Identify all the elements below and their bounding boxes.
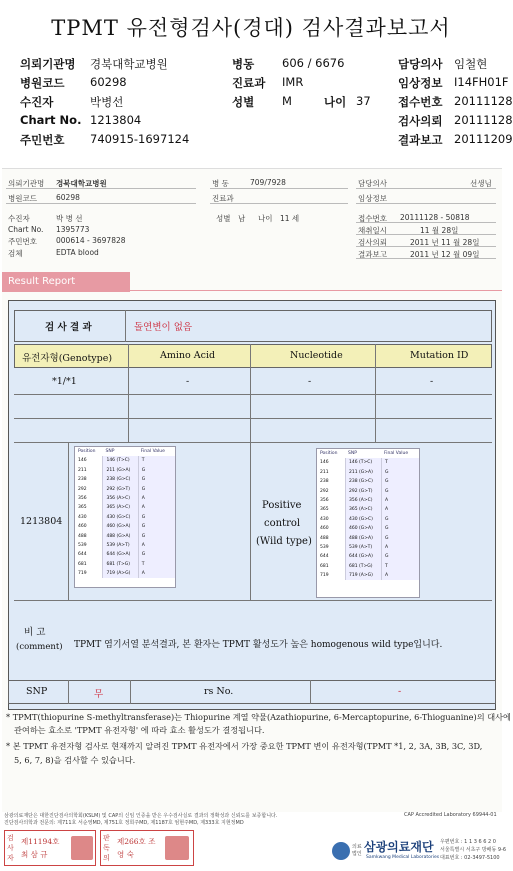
footer-line-2: 진단검사의학과 전문의: 제711호 서순영MD, 제751호 정희주MD, 제1187호 엄현주MD, 제333호 지현정MD xyxy=(4,820,244,826)
snp-cell: 681 xyxy=(320,563,329,569)
request-label: 검사의뢰 xyxy=(358,238,387,247)
snp-cell: 146 (T>C) xyxy=(345,458,381,467)
snp-cell: G xyxy=(138,532,175,541)
col-amino-acid: Amino Acid xyxy=(160,350,216,361)
result-report-rule xyxy=(130,290,502,291)
seal-mark xyxy=(71,836,93,860)
snp-table-row xyxy=(75,560,175,569)
snp-cell: 719 xyxy=(78,571,87,577)
snp-cell: 211 xyxy=(78,467,87,473)
result-label: 검 사 결 과 xyxy=(45,322,92,333)
header-value: 20111209 xyxy=(454,132,513,146)
snp-cell: G xyxy=(138,550,175,559)
header-value: 740915-1697124 xyxy=(90,132,190,146)
snp-value: 무 xyxy=(94,689,104,700)
header-value: IMR xyxy=(282,75,304,89)
rs-label: rs No. xyxy=(204,686,234,697)
org-eng: Samkwang Medical Laboratories xyxy=(366,855,440,860)
snp-cell: G xyxy=(138,466,175,475)
snp-table-row xyxy=(75,456,175,465)
header-age-label: 나이 xyxy=(324,95,347,109)
report-label: 결과보고 xyxy=(358,250,387,259)
snp-cell: 460 xyxy=(78,524,87,530)
reader-side: 판독의 xyxy=(103,834,110,862)
age-label: 나이 xyxy=(258,214,273,223)
snp-cell: 292 xyxy=(320,488,329,494)
header-label: Chart No. xyxy=(20,113,82,127)
snp-cell: G xyxy=(381,468,419,477)
snp-table-row xyxy=(317,562,419,571)
header-label: 주민번호 xyxy=(20,133,65,147)
header-label: 검사의뢰 xyxy=(398,114,443,128)
snp-cell: 238 (G>C) xyxy=(102,475,137,484)
reader-stamp xyxy=(100,830,194,866)
snp-cell: A xyxy=(138,494,175,503)
header-value: 606 / 6676 xyxy=(282,56,345,70)
header-value: 60298 xyxy=(90,75,127,89)
dept-label: 진료과 xyxy=(212,194,234,203)
header-label: 수진자 xyxy=(20,95,54,109)
control-label: control xyxy=(264,518,301,529)
snp-cell: T xyxy=(381,458,419,467)
snp-cell: 644 xyxy=(320,554,329,560)
snp-cell: G xyxy=(138,485,175,494)
snp-cell: G xyxy=(138,475,175,484)
snp-cell: A xyxy=(381,496,419,505)
snp-cell: 719 (A>G) xyxy=(345,571,381,580)
snp-table-row xyxy=(75,466,175,475)
snp-cell: 539 xyxy=(78,542,87,548)
col-genotype: 유전자형(Genotype) xyxy=(22,353,113,364)
snp-table-row xyxy=(317,543,419,552)
snp-table-row xyxy=(75,503,175,512)
note-line-4: 5, 6, 7, 8)을 검사할 수 있습니다. xyxy=(14,755,136,765)
doctor-label: 담당의사 xyxy=(358,179,387,188)
snp-cell: 365 (A>C) xyxy=(102,503,137,512)
inst-label: 의뢰기관명 xyxy=(8,179,45,188)
snp-cell: 238 xyxy=(320,479,329,485)
sample-snp-table xyxy=(74,446,176,588)
age-value: 11 세 xyxy=(280,214,300,223)
rs-value: - xyxy=(398,686,402,697)
header-age-value: 37 xyxy=(356,94,371,108)
remark-label: 비 고 xyxy=(24,627,46,638)
cap-accreditation: CAP Accredited Laboratory 69944-01 xyxy=(404,812,497,818)
rrn-value: 000614 - 3697828 xyxy=(56,236,126,245)
snp-table-row xyxy=(317,534,419,543)
snp-cell: G xyxy=(381,477,419,486)
snp-cell: 460 (G>A) xyxy=(102,522,137,531)
snp-table-header xyxy=(317,449,419,458)
snp-cell: 488 (G>A) xyxy=(102,532,137,541)
snp-cell: T xyxy=(138,456,175,465)
snp-table-row xyxy=(317,505,419,514)
note-line-2: 관여하는 효소로 'TPMT 유전자형' 에 따라 효소 활성도가 결정됩니다. xyxy=(14,725,265,735)
snp-cell: A xyxy=(138,541,175,550)
positive-label: Positive xyxy=(262,500,302,511)
snp-cell: 365 xyxy=(320,507,329,513)
result-value: 돌연변이 없음 xyxy=(134,322,193,333)
snp-cell: Position xyxy=(320,451,338,456)
snp-table-row xyxy=(75,485,175,494)
snp-table-row xyxy=(317,496,419,505)
control-snp-table xyxy=(316,448,420,598)
snp-cell: A xyxy=(381,571,419,580)
snp-table-row xyxy=(317,552,419,561)
inspector-stamp xyxy=(4,830,96,866)
remark-sub: (comment) xyxy=(16,642,63,652)
snp-table-row xyxy=(75,569,175,578)
collect-label: 채취일시 xyxy=(358,226,387,235)
phone: 대표번호 : 02-3497-5100 xyxy=(440,855,500,861)
snp-cell: 211 (G>A) xyxy=(345,468,381,477)
snp-cell: 356 xyxy=(320,497,329,503)
note-line-3: * 본 TPMT 유전자형 검사로 현재까지 알려진 TPMT 유전자에서 가장 중요한 TPMT 변이 유전자형(TPMT *1, 2, 3A, 3B, 3C, 3D, xyxy=(6,741,483,751)
header-label: 임상정보 xyxy=(398,76,443,90)
snp-cell: G xyxy=(138,522,175,531)
note-line-1: * TPMT(thiopurine S-methyltransferase)는 Thiopurine 계열 약물(Azathiopurine, 6-Mercaptopurine, 6-Thioguanine)의 대사에 xyxy=(6,712,511,722)
clinical-label: 임상정보 xyxy=(358,194,387,203)
snp-cell: 430 (G>C) xyxy=(102,513,137,522)
snp-cell: 365 xyxy=(78,505,87,511)
header-label: 결과보고 xyxy=(398,133,443,147)
snp-cell: 539 xyxy=(320,544,329,550)
snp-cell: G xyxy=(381,515,419,524)
snp-cell: 211 (G>A) xyxy=(102,466,137,475)
snp-table-row xyxy=(317,524,419,533)
sex-value: 남 xyxy=(238,214,246,223)
snp-table-row xyxy=(75,541,175,550)
header-value: 경북대학교병원 xyxy=(90,57,168,71)
snp-cell: Final Value xyxy=(140,449,165,454)
snp-cell: G xyxy=(381,534,419,543)
header-value: M xyxy=(282,94,292,108)
snp-cell: G xyxy=(381,552,419,561)
snp-cell: 460 (G>A) xyxy=(345,524,381,533)
inst-value: 경북대학교병원 xyxy=(56,179,107,188)
header-label: 접수번호 xyxy=(398,95,443,109)
snp-cell: G xyxy=(381,487,419,496)
snp-cell: G xyxy=(138,513,175,522)
snp-cell: Position xyxy=(78,449,96,454)
specimen-label: 검체 xyxy=(8,249,23,258)
nucleotide-value: - xyxy=(308,376,312,387)
inspector-name: 제11194호 최 삼 규 xyxy=(21,837,60,859)
chart-value: 1395773 xyxy=(56,225,90,234)
snp-cell: SNP xyxy=(348,451,357,456)
snp-cell: A xyxy=(138,569,175,578)
snp-table-header xyxy=(75,447,175,456)
snp-cell: 356 xyxy=(78,495,87,501)
snp-table-row xyxy=(75,550,175,559)
remark-text: TPMT 염기서열 분석결과, 본 환자는 TPMT 활성도가 높은 homogenous wild type입니다. xyxy=(74,640,443,650)
header-value: 임철현 xyxy=(454,57,488,71)
snp-cell: 644 (G>A) xyxy=(102,550,137,559)
org-prefix: 의료법인 xyxy=(352,844,362,857)
header-value: 1213804 xyxy=(90,113,142,127)
code-value: 60298 xyxy=(56,193,80,202)
snp-cell: 430 (G>C) xyxy=(345,515,381,524)
snp-row xyxy=(8,680,496,704)
snp-table-row xyxy=(317,468,419,477)
snp-cell: 365 (A>C) xyxy=(345,505,381,514)
snp-cell: 488 (G>A) xyxy=(345,534,381,543)
col-mutation-id: Mutation ID xyxy=(410,350,469,361)
snp-cell: T xyxy=(138,560,175,569)
receipt-value: 20111128 - 50818 xyxy=(400,213,470,222)
snp-cell: 292 (G>T) xyxy=(102,485,137,494)
request-value: 2011 년 11 월 28일 xyxy=(410,238,480,247)
snp-cell: 356 (A>C) xyxy=(102,494,137,503)
inspector-side: 검사자 xyxy=(7,834,14,862)
snp-cell: 146 xyxy=(320,460,329,466)
snp-cell: 430 xyxy=(78,514,87,520)
snp-table-row xyxy=(317,477,419,486)
snp-cell: A xyxy=(381,505,419,514)
snp-cell: 719 (A>G) xyxy=(102,569,137,578)
org-logo-icon xyxy=(332,842,350,860)
snp-table-row xyxy=(75,513,175,522)
org-name: 삼광의료재단 xyxy=(364,840,434,854)
header-label: 담당의사 xyxy=(398,57,443,71)
patient-value: 박 병 선 xyxy=(56,214,83,223)
snp-cell: A xyxy=(381,543,419,552)
snp-cell: 211 xyxy=(320,469,329,475)
snp-table-row xyxy=(75,494,175,503)
header-label: 의뢰기관명 xyxy=(20,57,76,71)
rrn-label: 주민번호 xyxy=(8,237,37,246)
amino-acid-value: - xyxy=(186,376,190,387)
snp-cell: SNP xyxy=(105,449,115,454)
snp-cell: 719 xyxy=(320,573,329,579)
snp-table-row xyxy=(317,515,419,524)
result-report-tab: Result Report xyxy=(2,272,130,292)
snp-cell: 488 xyxy=(78,533,87,539)
sample-id: 1213804 xyxy=(20,516,63,527)
header-label: 성별 xyxy=(232,95,255,109)
specimen-value: EDTA blood xyxy=(56,248,99,257)
ward-label: 병 동 xyxy=(212,179,229,188)
header-label: 병원코드 xyxy=(20,76,65,90)
snp-table-row xyxy=(75,532,175,541)
reader-name: 제266호 조 영 숙 xyxy=(117,837,156,859)
snp-cell: 539 (A>T) xyxy=(345,543,381,552)
genotype-value: *1/*1 xyxy=(52,376,77,387)
snp-label: SNP xyxy=(26,686,48,697)
page-title: TPMT 유전형검사(경대) 검사결과보고서 xyxy=(51,16,451,40)
snp-cell: 539 (A>T) xyxy=(102,541,137,550)
snp-table-row xyxy=(75,475,175,484)
snp-table-row xyxy=(317,487,419,496)
snp-cell: 644 (G>A) xyxy=(345,552,381,561)
snp-cell: 488 xyxy=(320,535,329,541)
header-value: 20111128 xyxy=(454,94,513,108)
mutation-id-value: - xyxy=(430,376,434,387)
header-label: 진료과 xyxy=(232,76,266,90)
snp-cell: 644 xyxy=(78,552,87,558)
patient-label: 수진자 xyxy=(8,214,30,223)
header-value: 박병선 xyxy=(90,95,124,109)
seal-mark xyxy=(165,836,189,860)
snp-cell: 681 (T>G) xyxy=(345,562,381,571)
doctor-suffix: 선생님 xyxy=(470,179,492,188)
snp-cell: 146 xyxy=(78,458,87,464)
snp-cell: 356 (A>C) xyxy=(345,496,381,505)
snp-cell: 146 (T>C) xyxy=(102,456,137,465)
snp-cell: Final Value xyxy=(384,451,409,456)
snp-table-row xyxy=(75,522,175,531)
snp-cell: 238 xyxy=(78,477,87,483)
address: 서울특별시 서초구 방배동 9-6 xyxy=(440,847,507,853)
snp-table-row xyxy=(317,458,419,467)
snp-cell: 460 xyxy=(320,526,329,532)
snp-cell: 681 xyxy=(78,561,87,567)
snp-cell: G xyxy=(381,524,419,533)
header-value: 20111128 xyxy=(454,113,513,127)
ward-value: 709/7928 xyxy=(250,178,286,187)
snp-cell: 292 (G>T) xyxy=(345,487,381,496)
header-label: 병동 xyxy=(232,57,255,71)
snp-cell: 430 xyxy=(320,516,329,522)
snp-cell: A xyxy=(138,503,175,512)
code-label: 병원코드 xyxy=(8,194,37,203)
report-value: 2011 년 12 월 09일 xyxy=(410,250,480,259)
receipt-label: 접수번호 xyxy=(358,214,387,223)
header-value: I14FH01F xyxy=(454,75,509,89)
snp-cell: 681 (T>G) xyxy=(102,560,137,569)
snp-cell: 292 xyxy=(78,486,87,492)
col-nucleotide: Nucleotide xyxy=(290,350,343,361)
wild-type-label: (Wild type) xyxy=(256,536,312,547)
snp-cell: 238 (G>C) xyxy=(345,477,381,486)
footer-line-1: 삼광의료재단은 대한진단검사의학회(KSLM) 및 CAP의 신임 인증을 받은 우수검사실로 결과의 정확성과 신뢰도를 보증합니다. xyxy=(4,813,278,819)
zip-code: 우편번호 : 1 1 3 6 6 2 0 xyxy=(440,839,496,845)
collect-value: 11 월 28일 xyxy=(420,226,459,235)
sex-label: 성별 xyxy=(216,214,231,223)
snp-cell: T xyxy=(381,562,419,571)
snp-table-row xyxy=(317,571,419,580)
chart-label: Chart No. xyxy=(8,225,44,234)
